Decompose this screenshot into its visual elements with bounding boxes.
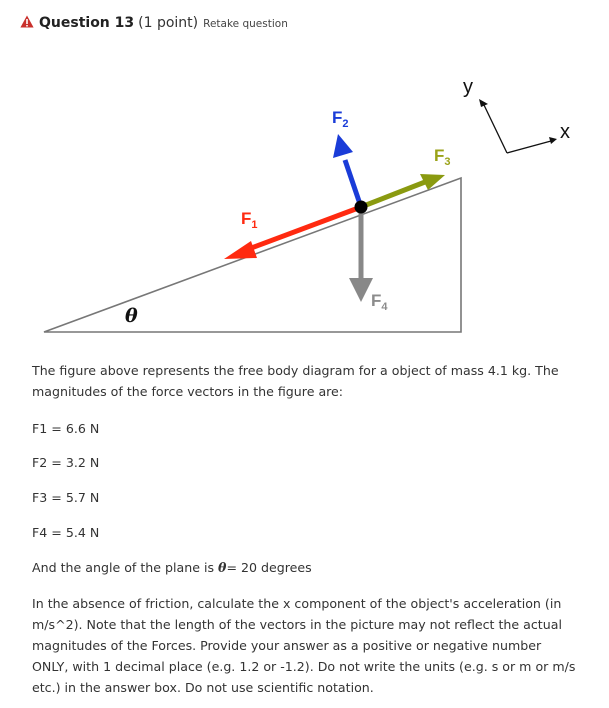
question-header [20,14,288,31]
force-value-f3: F3 = 5.7 N [32,490,100,505]
f1-arrowhead [224,241,257,259]
f3-label: $F_3$ [434,146,451,168]
question-points: (1 point) [138,15,199,31]
f4-arrowhead [349,278,373,302]
y-axis-arrowhead [479,99,488,107]
angle-statement [32,560,312,575]
axis-x-label: x [560,121,570,143]
angle-suffix: = 20 degrees [226,560,312,575]
force-value-f1: F1 = 6.6 N [32,421,100,436]
force-value-f2: F2 = 3.2 N [32,455,100,470]
y-axis-line [484,105,507,153]
angle-symbol: θ [218,560,227,575]
axis-y-label: y [463,76,473,98]
warning-triangle-icon [20,15,34,28]
f4-label: $F_4$ [371,291,388,313]
x-axis-arrowhead [549,137,557,144]
theta-label: θ [125,305,138,327]
x-axis-line [507,141,551,153]
object-dot [355,201,368,214]
problem-instructions: In the absence of friction, calculate the x component of the object's acceleration (in m/s^2). Note that the length of the vectors in the picture may not reflect the actual magnitudes of the Forces. Provide your answer as a positive or negative number ONLY, with 1 decimal place (e.g. 1.2 or -1.2). Do not write the units (e.g. s or m or m/s etc.) in the answer box. Do not use scientific notation. [32,596,576,695]
force-value-f4: F4 = 5.4 N [32,525,100,540]
free-body-diagram [0,60,609,350]
f2-vector [345,160,361,207]
f1-vector [246,207,361,250]
f1-label: $F_1$ [241,209,258,231]
f2-label: $F_2$ [332,108,349,130]
f2-arrowhead [333,134,353,158]
problem-intro: The figure above represents the free body diagram for a object of mass 4.1 kg. The magnitudes of the force vectors in the figure are: [32,363,559,399]
angle-prefix: And the angle of the plane is [32,560,219,575]
retake-question-link[interactable]: Retake question [203,18,288,30]
question-title: Question 13 [39,15,135,31]
